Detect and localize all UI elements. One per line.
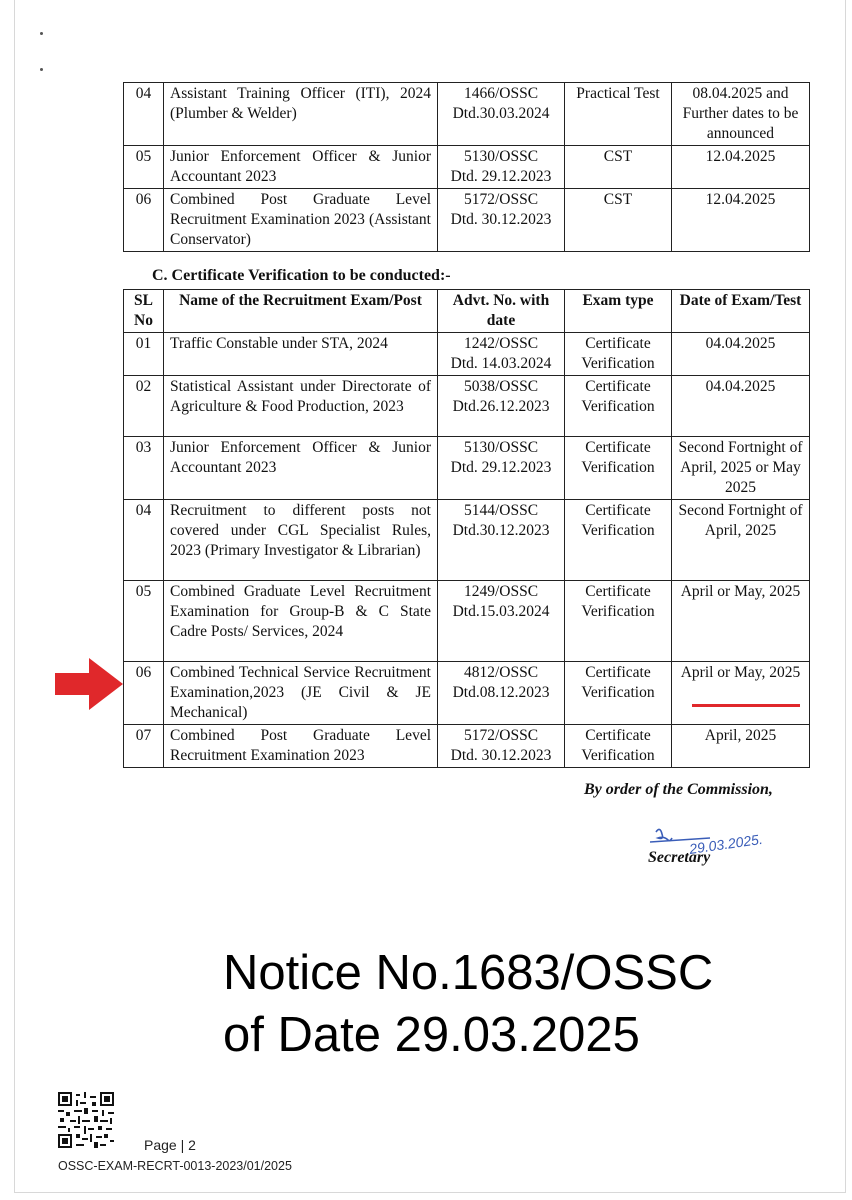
- table-row: [124, 500, 810, 581]
- table-row: [124, 581, 810, 662]
- cell-sl: 05: [124, 581, 164, 662]
- scan-speck: [40, 32, 43, 35]
- advt-number: 1466/OSSC: [463, 85, 539, 102]
- cell-sl: 02: [124, 376, 164, 437]
- advt-number: 1249/OSSC: [463, 583, 539, 600]
- table-row: [124, 376, 810, 437]
- cell-sl: 06: [124, 189, 164, 252]
- reference-code: OSSC-EXAM-RECRT-0013-2023/01/2025: [58, 1159, 292, 1173]
- exam-table-top: [123, 82, 810, 252]
- cell-advt-no: [438, 83, 565, 146]
- cell-post-name: Combined Post Graduate Level Recruitment Examination 2023: [164, 725, 438, 768]
- cell-exam-type: CST: [565, 189, 672, 252]
- advt-number: 5130/OSSC: [463, 148, 539, 165]
- table-header-row: [124, 290, 810, 333]
- notice-date: of Date 29.03.2025: [223, 1008, 640, 1062]
- advt-date: Dtd. 30.12.2023: [450, 211, 552, 228]
- cell-advt-no: [438, 333, 565, 376]
- cell-advt-no: [438, 437, 565, 500]
- advt-date: Dtd. 29.12.2023: [450, 459, 552, 476]
- advt-number: 5038/OSSC: [463, 378, 539, 395]
- cell-exam-date: 12.04.2025: [672, 189, 810, 252]
- cell-exam-type: CST: [565, 146, 672, 189]
- cell-post-name: Recruitment to different posts not covered under CGL Specialist Rules, 2023 (Primary Investigator & Librarian): [164, 500, 438, 581]
- cell-sl: 05: [124, 146, 164, 189]
- advt-number: 4812/OSSC: [463, 664, 539, 681]
- notice-number: Notice No.1683/OSSC: [223, 946, 714, 1000]
- advt-date: Dtd.08.12.2023: [452, 684, 550, 701]
- cell-advt-no: [438, 581, 565, 662]
- advt-date: Dtd.30.12.2023: [452, 522, 550, 539]
- col-header-type: Exam type: [565, 290, 672, 333]
- table-row: [124, 662, 810, 725]
- table-row: [124, 725, 810, 768]
- cell-post-name: Junior Enforcement Officer & Junior Accountant 2023: [164, 437, 438, 500]
- col-header-name: Name of the Recruitment Exam/Post: [164, 290, 438, 333]
- col-header-sl: SL No: [124, 290, 164, 333]
- col-header-advt: Advt. No. with date: [438, 290, 565, 333]
- cell-post-name: Statistical Assistant under Directorate of Agriculture & Food Production, 2023: [164, 376, 438, 437]
- advt-number: 1242/OSSC: [463, 335, 539, 352]
- advt-date: Dtd. 14.03.2024: [450, 355, 552, 372]
- cell-exam-type: Certificate Verification: [565, 581, 672, 662]
- cell-sl: 01: [124, 333, 164, 376]
- cell-exam-date: Second Fortnight of April, 2025 or May 2025: [672, 437, 810, 500]
- col-header-date: Date of Exam/Test: [672, 290, 810, 333]
- section-c-heading: C. Certificate Verification to be conducted:-: [152, 267, 451, 284]
- svg-text:29.03.2025.: 29.03.2025.: [688, 830, 764, 857]
- cell-exam-type: Practical Test: [565, 83, 672, 146]
- advt-date: Dtd.15.03.2024: [452, 603, 550, 620]
- table-row: [124, 189, 810, 252]
- cell-advt-no: [438, 189, 565, 252]
- cell-sl: 07: [124, 725, 164, 768]
- qr-code-icon: [58, 1092, 114, 1148]
- advt-date: Dtd. 30.12.2023: [450, 747, 552, 764]
- cell-exam-date: April or May, 2025: [672, 662, 810, 725]
- cell-sl: 04: [124, 83, 164, 146]
- advt-number: 5172/OSSC: [463, 191, 539, 208]
- advt-number: 5130/OSSC: [463, 439, 539, 456]
- cell-post-name: Combined Graduate Level Recruitment Examination for Group-B & C State Cadre Posts/ Services, 2024: [164, 581, 438, 662]
- advt-number: 5144/OSSC: [463, 502, 539, 519]
- cell-exam-type: Certificate Verification: [565, 376, 672, 437]
- cell-sl: 03: [124, 437, 164, 500]
- advt-number: 5172/OSSC: [463, 727, 539, 744]
- cell-exam-type: Certificate Verification: [565, 725, 672, 768]
- date-underline: [692, 704, 800, 707]
- cell-exam-date: 12.04.2025: [672, 146, 810, 189]
- cell-exam-date: 04.04.2025: [672, 333, 810, 376]
- cell-advt-no: [438, 146, 565, 189]
- order-line: By order of the Commission,: [584, 781, 773, 798]
- cell-exam-type: Certificate Verification: [565, 500, 672, 581]
- page-number: Page | 2: [144, 1137, 196, 1153]
- cell-exam-type: Certificate Verification: [565, 662, 672, 725]
- cell-sl: 04: [124, 500, 164, 581]
- advt-date: Dtd.30.03.2024: [452, 105, 550, 122]
- cell-advt-no: [438, 500, 565, 581]
- cell-exam-type: Certificate Verification: [565, 333, 672, 376]
- cell-post-name: Combined Post Graduate Level Recruitment Examination 2023 (Assistant Conservator): [164, 189, 438, 252]
- cell-exam-date: 08.04.2025 and Further dates to be announced: [672, 83, 810, 146]
- cell-post-name: Junior Enforcement Officer & Junior Accountant 2023: [164, 146, 438, 189]
- cell-post-name: Assistant Training Officer (ITI), 2024 (Plumber & Welder): [164, 83, 438, 146]
- cell-exam-date: April, 2025: [672, 725, 810, 768]
- table-row: [124, 146, 810, 189]
- scan-speck: [40, 68, 43, 71]
- table-row: [124, 333, 810, 376]
- cell-post-name: Traffic Constable under STA, 2024: [164, 333, 438, 376]
- highlight-arrow-icon: [53, 656, 127, 712]
- cell-exam-date: 04.04.2025: [672, 376, 810, 437]
- cell-advt-no: [438, 725, 565, 768]
- cell-advt-no: [438, 662, 565, 725]
- table-row: [124, 437, 810, 500]
- cell-exam-date: April or May, 2025: [672, 581, 810, 662]
- table-row: [124, 83, 810, 146]
- advt-date: Dtd.26.12.2023: [452, 398, 550, 415]
- cell-post-name: Combined Technical Service Recruitment Examination,2023 (JE Civil & JE Mechanical): [164, 662, 438, 725]
- cell-advt-no: [438, 376, 565, 437]
- cell-exam-date: Second Fortnight of April, 2025: [672, 500, 810, 581]
- cell-sl: 06: [124, 662, 164, 725]
- advt-date: Dtd. 29.12.2023: [450, 168, 552, 185]
- certificate-verification-table: [123, 289, 810, 768]
- cell-exam-type: Certificate Verification: [565, 437, 672, 500]
- secretary-label: Secretary: [648, 849, 711, 866]
